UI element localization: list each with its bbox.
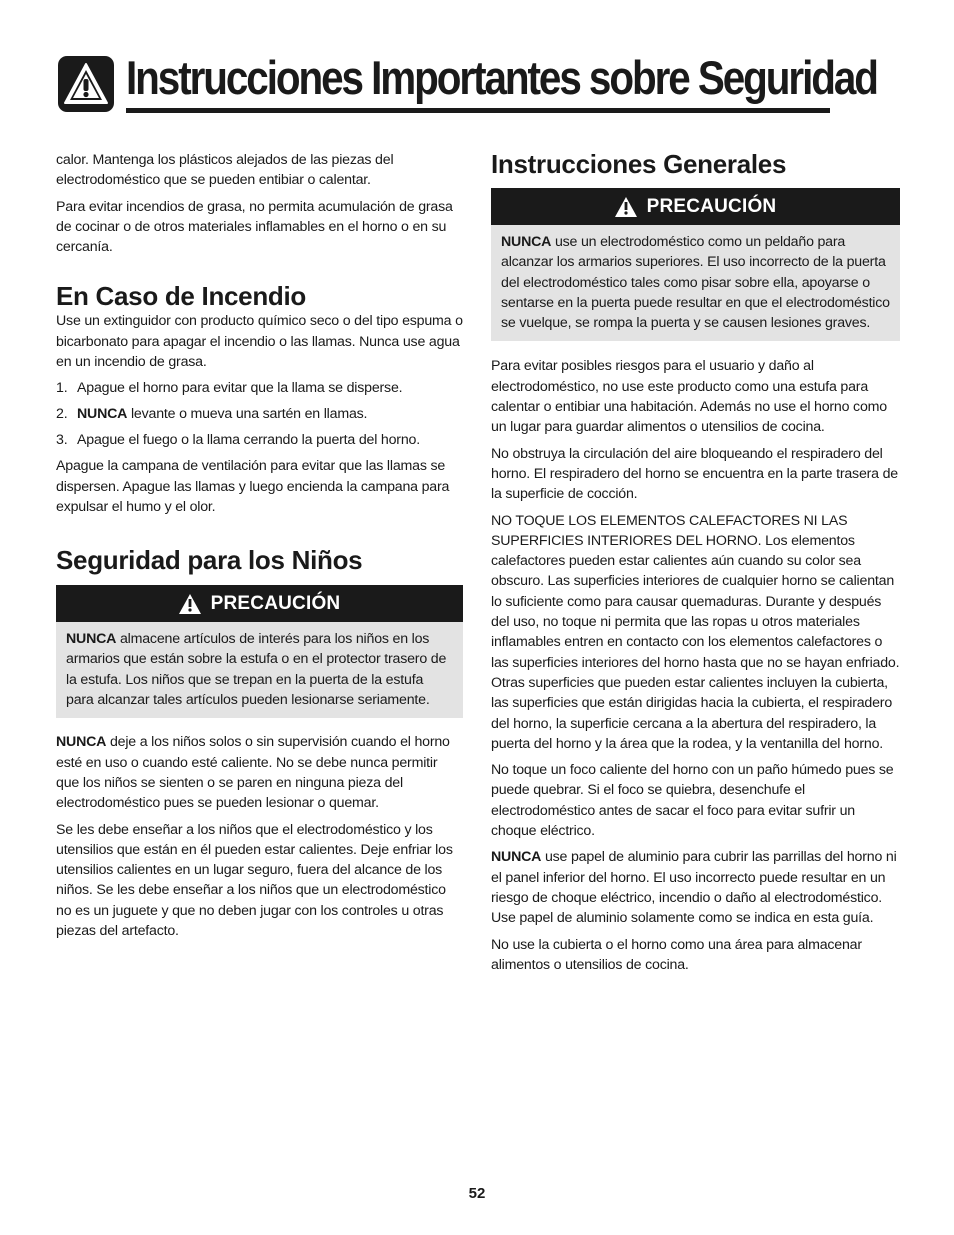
page-number: 52: [468, 1185, 486, 1202]
general-heading: Instrucciones Generales: [491, 149, 787, 179]
warning-triangle-icon: [615, 197, 637, 217]
warning-triangle-icon: [179, 594, 201, 614]
intro-paragraph-2: Para evitar incendios de grasa, no permita acumulación de grasa de cocinar o de otros materiales inflamables en el horno o en su cercanía.: [56, 198, 453, 256]
general-paragraph-6: No use la cubierta o el horno como una área para almacenar alimentos o utensilios de cocina.: [491, 936, 862, 973]
fire-heading: En Caso de Incendio: [56, 281, 307, 312]
list-item: 2. NUNCA levante o mueva una sartén en llamas.: [56, 406, 368, 423]
caution-label: PRECAUCIÓN: [646, 195, 777, 217]
left-column: [56, 150, 463, 947]
general-paragraph-5: NUNCA use papel de aluminio para cubrir las parrillas del horno ni el panel inferior del horno. El uso incorrecto puede resultar en un riesgo de choque eléctrico, incendio o daño al electrodoméstico. Use papel de aluminio solamente como se indica en esta guía.: [491, 849, 897, 927]
caution-body: NUNCA almacene artículos de interés para los niños en los armarios que están sobre la estufa o en el protector trasero de la estufa. Los niños que se trepan en la puerta de la estufa para alcanzar tales artículos pueden lesionarse seriamente.: [66, 631, 447, 709]
warning-triangle-icon: [58, 56, 114, 112]
fire-paragraph-1: Use un extinguidor con producto químico seco o del tipo espuma o bicarbonato para apagar el incendio o las llamas. Nunca use agua en un incendio de grasa.: [56, 313, 463, 371]
kids-paragraph-1: NUNCA deje a los niños solos o sin supervisión cuando el horno esté en uso o cuando esté caliente. No se debe nunca permitir que los niños se sienten o se paren en ninguna pieza del electrodoméstico pues se pueden lesionar o quemar.: [56, 734, 450, 812]
general-paragraph-2: No obstruya la circulación del aire bloqueando el respiradero del horno. El respiradero del horno se encuentra en la parte trasera de la superficie de cocción.: [491, 445, 898, 503]
general-paragraph-3: NO TOQUE LOS ELEMENTOS CALEFACTORES NI LAS SUPERFICIES INTERIORES DEL HORNO. Los elementos calefactores pueden estar calientes aún cuando su color sea obscuro. Las superficies interiores de cualquier horno se calientan lo suficiente como para causar quemaduras. Durante y después del uso, no toque ni permita que las ropas u otros materiales inflamables entren en contacto con los elementos calefactores o las superficies interiores del horno hasta que no se hayan enfriado. Otras superficies que pueden estar calientes incluyen la cubierta, las superficies que están dirigidas hacia la cubierta, el respiradero del horno, la superficie cercana a la abertura del respiradero, la puerta del horno y la área que la rodea, y la ventanilla del horno.: [491, 512, 900, 752]
caution-header: [56, 585, 463, 622]
list-item: 1. Apague el horno para evitar que la llama se disperse.: [56, 380, 403, 397]
caution-body: NUNCA use un electrodoméstico como un peldaño para alcanzar los armarios superiores. El uso incorrecto de la puerta del electrodoméstico tales como pisar sobre ella, apoyarse o sentarse en la puerta puede resultar en que el electrodoméstico se vuelque, se rompa la puerta y se causen lesiones graves.: [501, 234, 890, 332]
caution-label: PRECAUCIÓN: [210, 592, 341, 614]
page-title: Instrucciones Importantes sobre Seguridad: [126, 51, 877, 104]
intro-paragraph-1: calor. Mantenga los plásticos alejados de las piezas del electrodoméstico que se pueden entibiar o calentar.: [56, 152, 394, 189]
fire-paragraph-2: Apague la campana de ventilación para evitar que las llamas se dispersen. Apague las llamas y luego encienda la campana para expulsar el humo y el olor.: [56, 458, 450, 515]
kids-paragraph-2: Se les debe enseñar a los niños que el electrodoméstico y los utensilios que están en él pueden estar calientes. Deje enfriar los utensilios calientes en un lugar seguro, fuera del alcance de los niños. Se les debe enseñar a los niños que un electrodoméstico no es un juguete y que no deben jugar con los controles u otras piezas del artefacto.: [56, 821, 453, 940]
general-caution-box: [491, 188, 900, 341]
kids-caution-box: [56, 585, 463, 718]
general-paragraph-1: Para evitar posibles riesgos para el usuario y daño al electrodoméstico, no use este producto como una estufa para calentar o entibiar una habitación. Además no use el horno como un lugar para guardar alimentos o utensilios de cocina.: [491, 358, 887, 436]
right-column: [491, 150, 900, 981]
page-header: [56, 50, 877, 116]
kids-heading: Seguridad para los Niños: [56, 545, 363, 576]
fire-steps-list: [56, 378, 463, 450]
general-paragraph-4: No toque un foco caliente del horno con un paño húmedo pues se puede quebrar. Si el foco se quiebra, desenchufe el electrodoméstico antes de sacar el foco para evitar sufrir un choque eléctrico.: [491, 762, 894, 840]
list-item: 3. Apague el fuego o la llama cerrando la puerta del horno.: [56, 431, 420, 448]
caution-header: [491, 188, 900, 225]
title-underline: [126, 108, 830, 113]
